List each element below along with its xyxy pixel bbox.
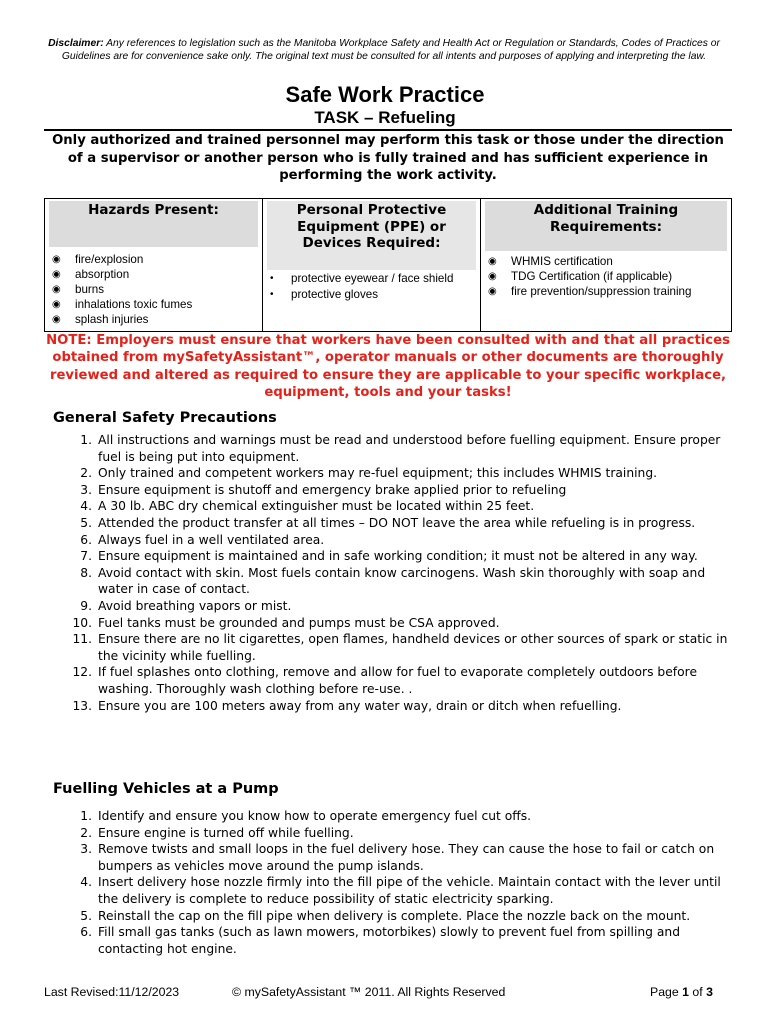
step-item [53, 698, 733, 715]
bullet-icon: ◉ [52, 254, 61, 265]
step-text: Only trained and competent workers may re-fuel equipment; this includes WHMIS training. [98, 466, 658, 481]
list-item [45, 283, 262, 298]
list-item-text: inhalations toxic fumes [75, 297, 193, 311]
step-item [53, 631, 733, 664]
step-item [53, 565, 733, 598]
step-text: Fuel tanks must be grounded and pumps must be CSA approved. [98, 615, 500, 630]
step-item [53, 498, 733, 515]
step-number: 3. [80, 842, 92, 857]
list-item [481, 270, 731, 285]
step-number: 8. [80, 565, 92, 580]
disclaimer-text: Any references to legislation such as the Manitoba Workplace Safety and Health Act or Regulation or Standards, Codes of Practices or Guidelines are for convenience sake only. The original text must be consulted for all intents and purposes of applying and interpreting the law. [61, 38, 720, 63]
step-number: 5. [80, 515, 92, 530]
step-text: Attended the product transfer at all times – DO NOT leave the area while refueling is in progress. [98, 515, 696, 530]
bullet-icon: ◉ [52, 283, 61, 295]
step-item [53, 598, 733, 615]
bullet-icon: • [270, 273, 274, 284]
training-column [481, 199, 731, 331]
bullet-icon: ◉ [52, 298, 61, 310]
title-rule [44, 129, 732, 131]
step-item [53, 841, 733, 874]
copyright-notice: © mySafetyAssistant ™ 2011. All Rights Reserved [232, 985, 506, 999]
step-item [53, 874, 733, 907]
list-item-text: absorption [75, 267, 130, 281]
step-text: Avoid contact with skin. Most fuels contain know carcinogens. Wash skin thoroughly with soap and water in case of contact. [98, 565, 706, 597]
step-text: If fuel splashes onto clothing, remove and allow for fuel to evaporate completely outdoors before washing. Thoroughly wash clothing before re-use. . [98, 665, 698, 696]
ppe-heading: Personal Protective Equipment (PPE) or Devices Required: [267, 201, 476, 270]
step-number: 3. [80, 482, 92, 497]
fuelling-pump-list [53, 808, 733, 957]
general-precautions-list [53, 432, 733, 714]
step-text: Identify and ensure you know how to operate emergency fuel cut offs. [98, 809, 532, 823]
step-item [53, 432, 733, 465]
list-item [263, 287, 480, 303]
list-item-text: WHMIS certification [511, 255, 613, 268]
page-total: 3 [706, 985, 713, 999]
step-text: Ensure engine is turned off while fuelling. [98, 825, 354, 840]
step-item [53, 615, 733, 632]
document-title: Safe Work Practice [285, 82, 485, 107]
hazards-list [45, 253, 262, 328]
step-text: Ensure there are no lit cigarettes, open flames, handheld devices or other sources of spark or static in the vicinity while fuelling. [98, 632, 728, 663]
bullet-icon: ◉ [488, 285, 497, 297]
step-text: Avoid breathing vapors or mist. [98, 598, 292, 613]
page-prefix: Page [650, 985, 679, 999]
step-item [53, 532, 733, 549]
training-heading: Additional Training Requirements: [485, 201, 727, 251]
step-number: 4. [80, 499, 92, 514]
training-list [481, 255, 731, 300]
step-number: 11. [72, 632, 92, 647]
bullet-icon: ◉ [488, 270, 497, 282]
list-item-text: burns [75, 282, 105, 296]
list-item-text: protective gloves [291, 287, 378, 301]
list-item-text: TDG Certification (if applicable) [511, 269, 673, 283]
page-of: of [692, 985, 703, 999]
step-item [53, 465, 733, 482]
authorization-statement: Only authorized and trained personnel may perform this task or those under the direction of a supervisor or another person who is fully trained and has sufficient experience in performing the work activity. [52, 133, 724, 183]
step-number: 2. [80, 466, 92, 481]
step-item [53, 924, 733, 957]
step-item [53, 664, 733, 697]
list-item-text: protective eyewear / face shield [291, 272, 454, 285]
step-number: 2. [80, 825, 92, 840]
employer-note: NOTE: Employers must ensure that workers have been consulted with and that all practices obtained from mySafetyAssistant™, operator manuals or other documents are thoroughly reviewed and altered as required to ensure they are applicable to your specific workplace, equipment, tools and your tasks! [46, 333, 730, 400]
requirements-table [44, 198, 732, 332]
step-item [53, 908, 733, 925]
step-number: 6. [80, 532, 92, 547]
step-item [53, 808, 733, 825]
bullet-icon: • [270, 288, 274, 300]
ppe-list [263, 271, 480, 302]
step-text: Ensure equipment is shutoff and emergency brake applied prior to refueling [98, 482, 567, 497]
list-item [45, 268, 262, 283]
hazards-heading: Hazards Present: [49, 201, 258, 247]
step-number: 5. [80, 908, 92, 923]
ppe-column [263, 199, 481, 331]
disclaimer [44, 37, 724, 64]
general-precautions-heading: General Safety Precautions [53, 410, 277, 426]
bullet-icon: ◉ [488, 256, 497, 267]
page-number [650, 985, 713, 999]
step-number: 7. [80, 549, 92, 564]
list-item-text: fire prevention/suppression training [511, 284, 692, 298]
step-number: 6. [80, 925, 92, 940]
list-item [45, 298, 262, 313]
list-item-text: fire/explosion [75, 253, 144, 266]
bullet-icon: ◉ [52, 313, 61, 325]
step-number: 4. [80, 875, 92, 890]
page-current: 1 [682, 985, 689, 999]
step-number: 12. [72, 665, 92, 680]
step-item [53, 548, 733, 565]
fuelling-pump-heading: Fuelling Vehicles at a Pump [53, 781, 279, 797]
step-number: 13. [72, 698, 92, 713]
list-item-text: splash injuries [75, 312, 149, 326]
step-text: Reinstall the cap on the fill pipe when delivery is complete. Place the nozzle back on the mount. [98, 908, 691, 923]
step-item [53, 515, 733, 532]
task-title: TASK – Refueling [314, 108, 456, 127]
step-number: 1. [80, 433, 92, 447]
last-revised: Last Revised:11/12/2023 [44, 985, 180, 999]
step-number: 10. [72, 615, 92, 630]
disclaimer-label: Disclaimer: [48, 38, 104, 49]
step-item [53, 825, 733, 842]
list-item [481, 255, 731, 270]
step-text: Ensure you are 100 meters away from any water way, drain or ditch when refuelling. [98, 698, 622, 713]
bullet-icon: ◉ [52, 268, 61, 280]
list-item [481, 285, 731, 300]
step-text: Remove twists and small loops in the fuel delivery hose. They can cause the hose to fail or catch on bumpers as vehicles move around the pump islands. [98, 842, 715, 873]
step-text: All instructions and warnings must be read and understood before fuelling equipment. Ensure proper fuel is being put into equipment. [98, 433, 721, 464]
step-text: A 30 lb. ABC dry chemical extinguisher must be located within 25 feet. [98, 499, 535, 514]
step-item [53, 482, 733, 499]
list-item [45, 253, 262, 268]
hazards-column [45, 199, 263, 331]
step-text: Always fuel in a well ventilated area. [98, 532, 325, 547]
step-number: 1. [80, 809, 92, 823]
step-text: Ensure equipment is maintained and in safe working condition; it must not be altered in any way. [98, 549, 698, 564]
step-text: Insert delivery hose nozzle firmly into the fill pipe of the vehicle. Maintain contact with the lever until the delivery is complete to reduce possibility of static electricity sparking. [98, 875, 721, 906]
step-number: 9. [80, 598, 92, 613]
list-item [45, 313, 262, 328]
step-text: Fill small gas tanks (such as lawn mowers, motorbikes) slowly to prevent fuel from spilling and contacting hot engine. [98, 925, 681, 956]
list-item [263, 271, 480, 287]
